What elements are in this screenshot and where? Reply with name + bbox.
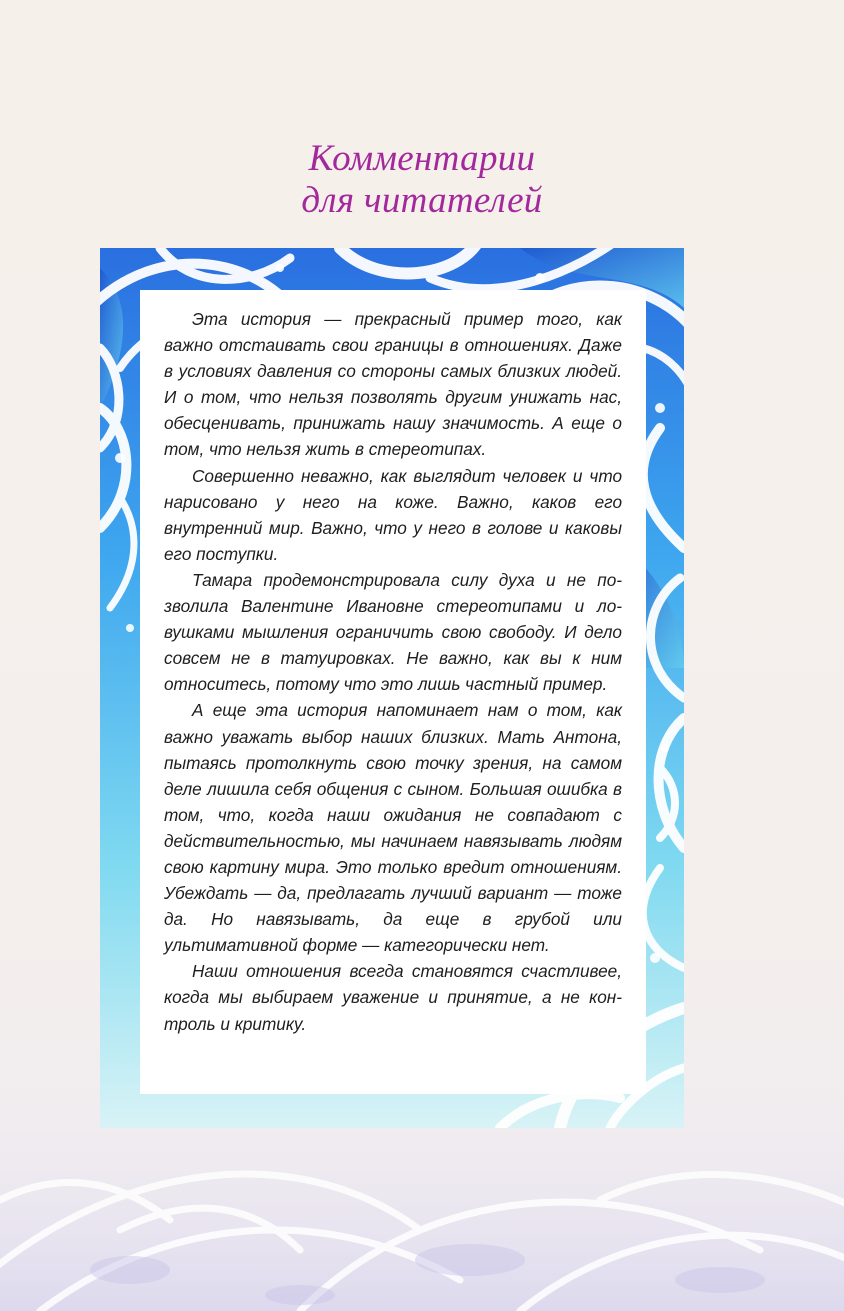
paragraph-3: Тамара продемонстрировала силу духа и не позволила Валентине Ивановне стереотипами и ловушками мышления ограничить свою свободу. И дело совсем не в татуировках. Не важно, как вы к ним относитесь, потому что это лишь частный пример. bbox=[164, 569, 622, 695]
page-title bbox=[0, 138, 844, 222]
title-line-2: для читателей bbox=[301, 180, 543, 221]
paragraph-2: Совершенно неважно, как выглядит человек и что нарисовано у него на коже. Важно, каков его внутренний мир. Важно, что у него в голове и каковы его поступки. bbox=[164, 465, 622, 564]
paragraph-5: Наши отношения всегда становятся счастливее, когда мы выбираем уважение и принятие, а не контроль и критику. bbox=[164, 961, 622, 1034]
comment-text-box bbox=[140, 290, 646, 1094]
paragraph-1: Эта история — прекрасный пример того, как важно отстаивать свои границы в отношениях. Даже в условиях давления со стороны самых близких людей. И о том, что нельзя позволять другим унижать нас, обесценивать, принижать нашу значимость. А еще о том, что нельзя жить в стереотипах. bbox=[164, 309, 622, 460]
paragraph-4: А еще эта история напоминает нам о том, как важно уважать выбор наших близких. Мать Антона, пытаясь протолкнуть свою точку зрения, на самом деле лишила себя общения с сыном. Большая ошибка в том, что, когда наши ожидания не совпадают с действительностью, мы начинаем навязывать людям свою картину мира. Это только вредит отношениям. Убеждать — да, предлагать лучший вариант — тоже да. Но навязывать, да еще в грубой или ультимативной форме — категорически нет. bbox=[164, 700, 622, 956]
title-line-1: Комментарии bbox=[308, 138, 536, 179]
